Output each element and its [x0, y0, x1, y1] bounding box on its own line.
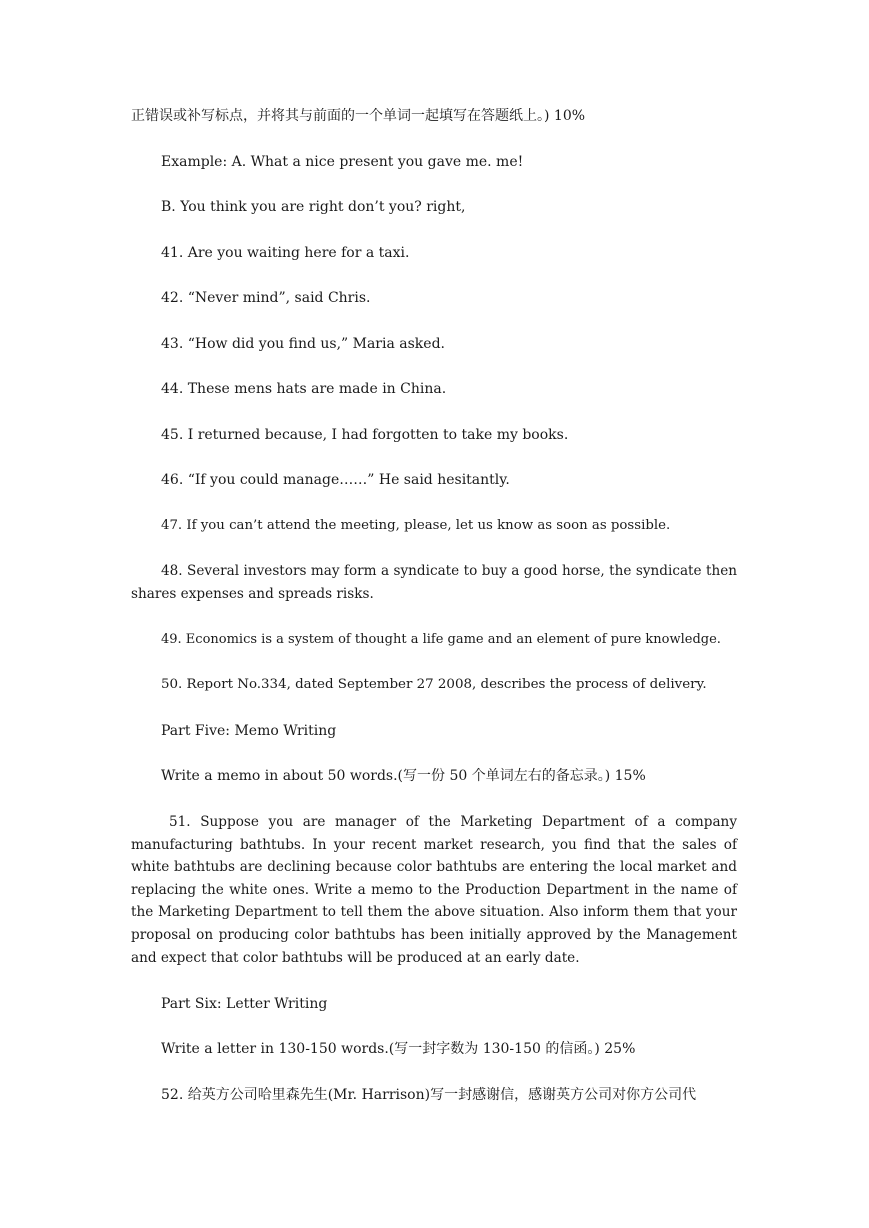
question-51: 51. Suppose you are manager of the Marketing Department of a company manufacturing bathtubs. In your recent market research, you find that the sales of white bathtubs are declining because color bathtubs are entering the local market and replacing the white ones. Write a memo to the Production Department in the name of the Marketing Department to tell them the above situation. Also inform them that your proposal on producing color bathtubs has been initially approved by the Management and expect that color bathtubs will be produced at an early date. — [131, 814, 737, 966]
question-46: 46. “If you could manage……” He said hesitantly. — [161, 472, 510, 488]
letter-instruction: Write a letter in 130-150 words.(写一封字数为 130-150 的信函。) 25% — [161, 1041, 636, 1057]
question-42: 42. “Never mind”, said Chris. — [161, 290, 371, 306]
question-44: 44. These mens hats are made in China. — [161, 381, 447, 397]
example-b: B. You think you are right don’t you? right, — [161, 199, 466, 215]
section-heading-letter: Part Six: Letter Writing — [161, 996, 328, 1012]
question-43: 43. “How did you find us,” Maria asked. — [161, 336, 445, 352]
question-52: 52. 给英方公司哈里森先生(Mr. Harrison)写一封感谢信，感谢英方公司对你方公司代 — [161, 1087, 697, 1103]
question-49: 49. Economics is a system of thought a life game and an element of pure knowledge. — [161, 632, 721, 647]
question-48: 48. Several investors may form a syndicate to buy a good horse, the syndicate then shares expenses and spreads risks. — [131, 563, 737, 602]
question-45: 45. I returned because, I had forgotten to take my books. — [161, 427, 569, 443]
section-heading-memo: Part Five: Memo Writing — [161, 723, 337, 739]
memo-instruction: Write a memo in about 50 words.(写一份 50 个单词左右的备忘录。) 15% — [161, 768, 646, 784]
question-50: 50. Report No.334, dated September 27 2008, describes the process of delivery. — [161, 677, 707, 692]
example-a: Example: A. What a nice present you gave me. me! — [161, 154, 524, 170]
question-47: 47. If you can’t attend the meeting, please, let us know as soon as possible. — [161, 518, 671, 533]
instruction-continuation: 正错误或补写标点，并将其与前面的一个单词一起填写在答题纸上。) 10% — [131, 108, 586, 124]
question-41: 41. Are you waiting here for a taxi. — [161, 245, 410, 261]
